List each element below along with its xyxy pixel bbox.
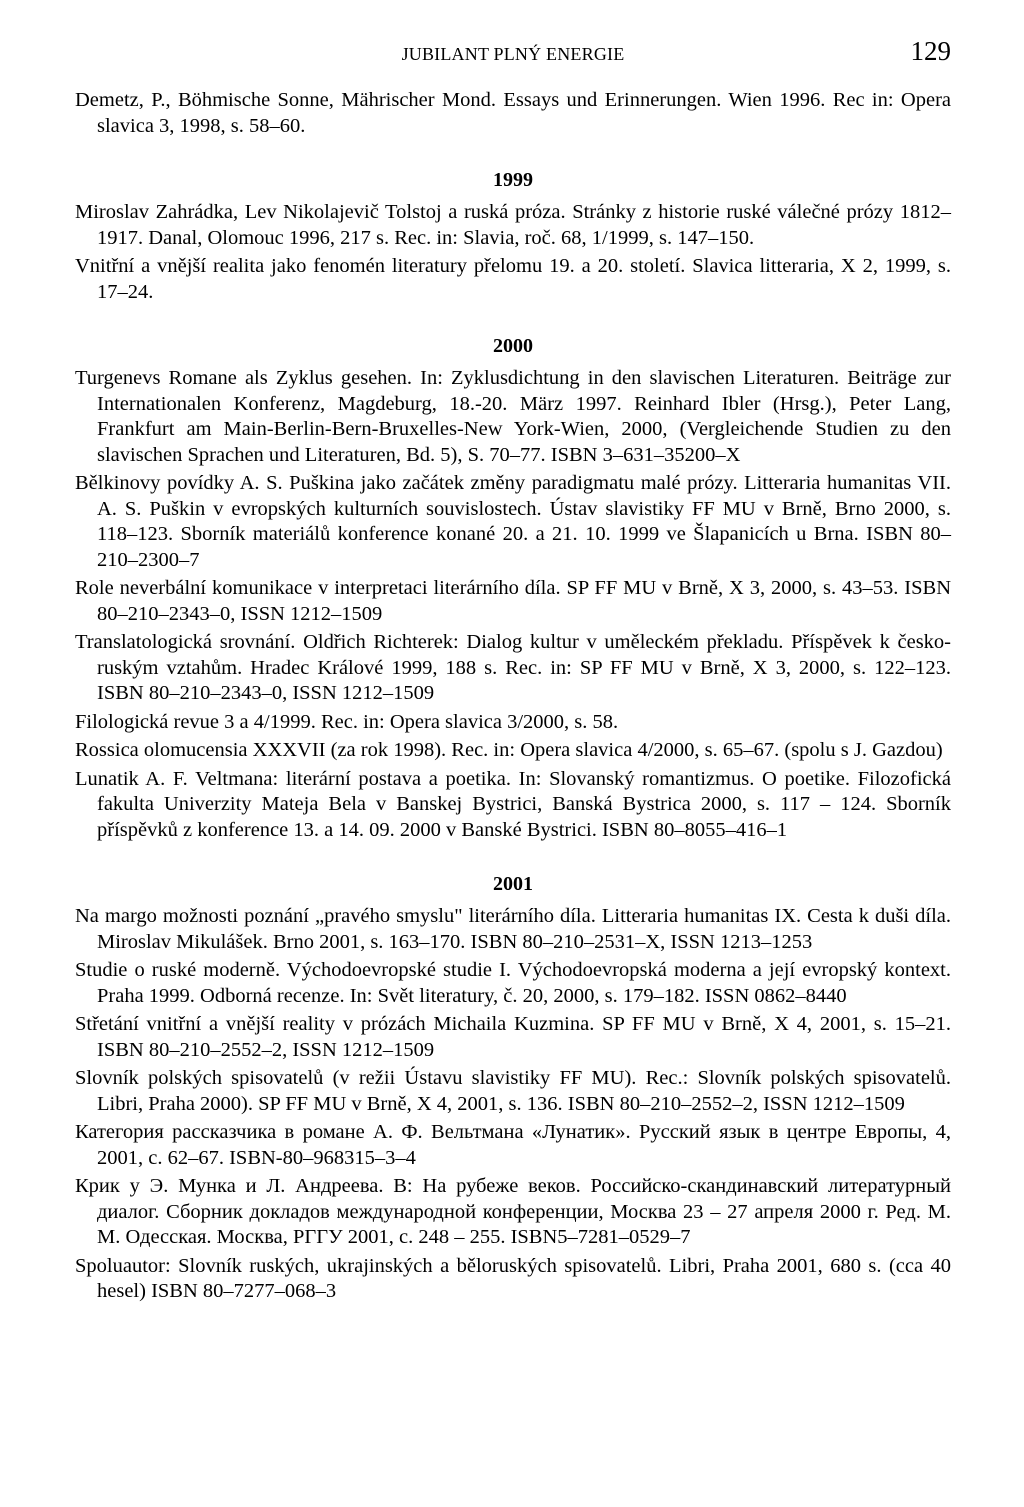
bibliography-entry: Filologická revue 3 a 4/1999. Rec. in: Opera slavica 3/2000, s. 58. [75, 710, 619, 733]
bibliography-entry: Na margo možnosti poznání „pravého smyslu" literárního díla. Litteraria humanitas IX. Cesta k duši díla. Miroslav Mikulášek. Brno 2001, s. 163–170. ISBN 80–210–2531–X, ISSN 1213–1253 [75, 905, 951, 953]
running-title: JUBILANT PLNÝ ENERGIE [401, 44, 625, 64]
bibliography-entry: Střetání vnitřní a vnější reality v prózách Michaila Kuzmina. SP FF MU v Brně, X 4, 2001, s. 15–21. ISBN 80–210–2552–2, ISSN 1212–1509 [75, 1013, 951, 1061]
bibliography-entry: Role neverbální komunikace v interpretaci literárního díla. SP FF MU v Brně, X 3, 2000, s. 43–53. ISBN 80–210–2343–0, ISSN 1212–1509 [75, 577, 951, 625]
bibliography-entry: Крик у Э. Мунка и Л. Андреева. В: На рубеже веков. Российско-скандинавский литературный диалог. Сборник докладов международной конференции, Москва 23 – 27 апреля 2000 г. Ред. М. М. Одесская. Москва, РГГУ 2001, с. 248 – 255. ISBN5–7281–0529–7 [75, 1175, 951, 1248]
year-heading: 1999 [493, 169, 533, 191]
page-header [75, 36, 951, 70]
bibliography-entry: Turgenevs Romane als Zyklus gesehen. In: Zyklusdichtung in den slavischen Literaturen. Beiträge zur Internationalen Konferenz, Magdeburg, 18.-20. März 1997. Reinhard Ibler (Hrsg.), Peter Lang, Frankfurt am Main-Berlin-Bern-Bruxelles-New York-Wien, 2000, (Vergleichende Studien zu den slavischen Sprachen und Literaturen, Bd. 5), S. 70–77. ISBN 3–631–35200–X [75, 367, 951, 466]
bibliography-entry: Vnitřní a vnější realita jako fenomén literatury přelomu 19. a 20. století. Slavica litteraria, X 2, 1999, s. 17–24. [75, 255, 951, 303]
bibliography-entry: Slovník polských spisovatelů (v režii Ústavu slavistiky FF MU). Rec.: Slovník polských spisovatelů. Libri, Praha 2000). SP FF MU v Brně, X 4, 2001, s. 136. ISBN 80–210–2552–2, ISSN 1212–1509 [75, 1067, 951, 1115]
bibliography-entry: Translatologická srovnání. Oldřich Richterek: Dialog kultur v uměleckém překladu. Příspěvek k česko-ruským vztahům. Hradec Králové 1999, 188 s. Rec. in: SP FF MU v Brně, X 3, 2000, s. 122–123. ISBN 80–210–2343–0, ISSN 1212–1509 [75, 631, 951, 704]
bibliography-entry: Studie o ruské moderně. Východoevropské studie I. Východoevropská moderna a její evropský kontext. Praha 1999. Odborná recenze. In: Svět literatury, č. 20, 2000, s. 179–182. ISSN 0862–8440 [75, 959, 951, 1007]
bibliography-entry: Lunatik A. F. Veltmana: literární postava a poetika. In: Slovanský romantizmus. O poetike. Filozofická fakulta Univerzity Mateja Bela v Banskej Bystrici, Banská Bystrica 2000, s. 117 – 124. Sborník příspěvků z konference 13. a 14. 09. 2000 v Banské Bystrici. ISBN 80–8055–416–1 [75, 767, 951, 841]
year-heading: 2000 [493, 335, 533, 357]
bibliography-entry: Demetz, P., Böhmische Sonne, Mährischer Mond. Essays und Erinnerungen. Wien 1996. Rec in: Opera slavica 3, 1998, s. 58–60. [75, 89, 951, 137]
bibliography-entry: Spoluautor: Slovník ruských, ukrajinských a běloruských spisovatelů. Libri, Praha 2001, 680 s. (cca 40 hesel) ISBN 80–7277–068–3 [75, 1254, 951, 1302]
bibliography-entry: Miroslav Zahrádka, Lev Nikolajevič Tolstoj a ruská próza. Stránky z historie ruské válečné prózy 1812–1917. Danal, Olomouc 1996, 217 s. Rec. in: Slavia, roč. 68, 1/1999, s. 147–150. [75, 201, 951, 249]
bibliography-list [75, 88, 951, 1305]
document-page [75, 36, 951, 1308]
page-number: 129 [910, 36, 951, 66]
bibliography-entry: Bělkinovy povídky A. S. Puškina jako začátek změny paradigmatu malé prózy. Litteraria humanitas VII. A. S. Puškin v evropských kulturních souvislostech. Ústav slavistiky FF MU v Brně, Brno 2000, s. 118–123. Sborník materiálů konference konané 20. a 21. 10. 1999 ve Šlapanicích u Brna. ISBN 80–210–2300–7 [75, 472, 951, 571]
bibliography-entry: Категория рассказчика в романе А. Ф. Вельтмана «Лунатик». Русский язык в центре Европы, 4, 2001, с. 62–67. ISBN-80–968315–3–4 [75, 1121, 951, 1169]
year-heading: 2001 [493, 873, 533, 895]
bibliography-entry: Rossica olomucensia XXXVII (za rok 1998). Rec. in: Opera slavica 4/2000, s. 65–67. (spolu s J. Gazdou) [75, 739, 943, 761]
